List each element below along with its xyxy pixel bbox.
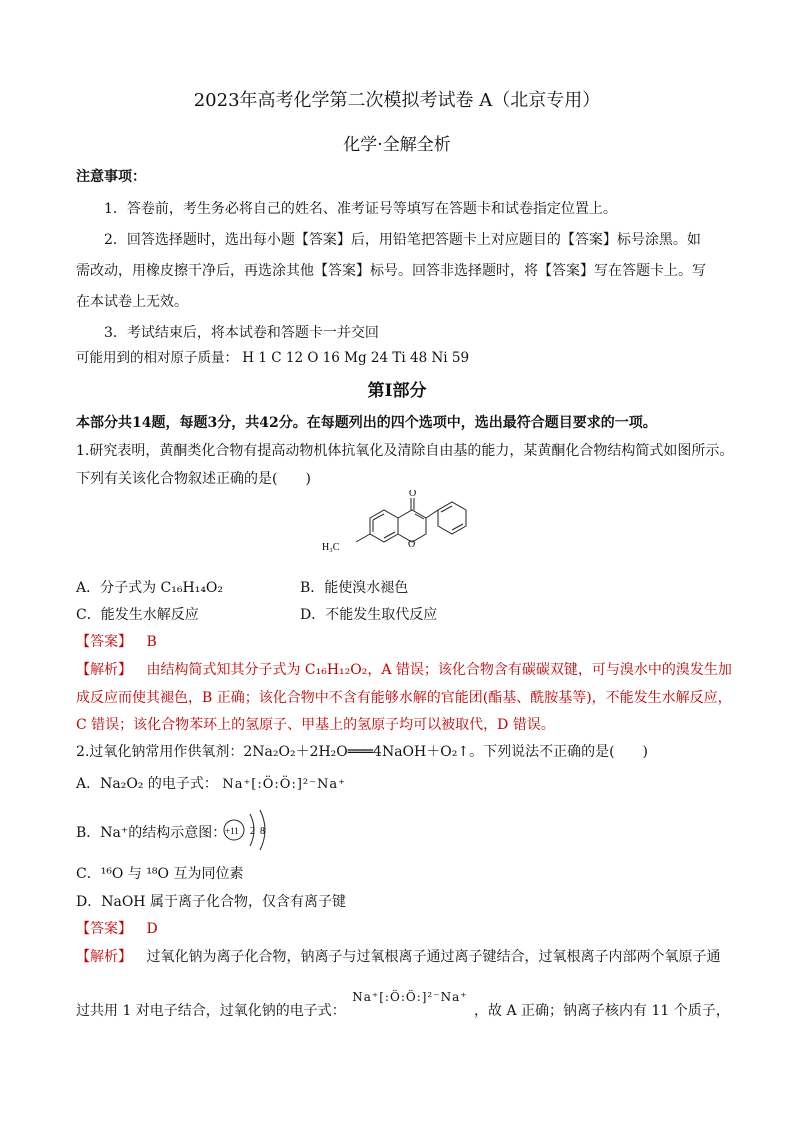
q1-stem-line-2: 下列有关该化合物叙述正确的是( ) bbox=[76, 471, 311, 487]
q1-analysis-text-1: 由结构简式知其分子式为 C₁₆H₁₂O₂，A 错误；该化合物含有碳碳双键，可与溴水中的溴发生加 bbox=[146, 662, 732, 678]
notice-item-2-line-2: 需改动，用橡皮擦干净后，再选涂其他【答案】标号。回答非选择题时，将【答案】写在答题卡上。写 bbox=[76, 263, 706, 279]
page-subtitle: 化学·全解全析 bbox=[343, 135, 451, 155]
page-title: 2023年高考化学第二次模拟考试卷 A（北京专用） bbox=[193, 90, 601, 111]
q2-option-a-prefix: A．Na₂O₂ 的电子式： bbox=[76, 776, 218, 792]
q2-analysis-text-2-pre: 过共用 1 对电子结合，过氧化钠的电子式： bbox=[76, 1003, 346, 1019]
notice-heading: 注意事项： bbox=[76, 169, 146, 185]
part-instruction: 本部分共14题，每题3分，共42分。在每题列出的四个选项中，选出最符合题目要求的一项。 bbox=[76, 415, 657, 431]
q1-answer-value: B bbox=[146, 634, 157, 650]
notice-item-3: 3．考试结束后，将本试卷和答题卡一并交回 bbox=[104, 325, 379, 341]
q1-stem-line-1: 1.研究表明，黄酮类化合物有提高动物机体抗氧化及清除自由基的能力，某黄酮化合物结构简式如图所示。 bbox=[76, 443, 734, 459]
atomic-masses: 可能用到的相对原子质量： H 1 C 12 O 16 Mg 24 Ti 48 Ni 59 bbox=[76, 350, 470, 366]
part-heading: 第Ⅰ部分 bbox=[367, 381, 427, 401]
peroxide-electron-formula: Na⁺[:Ö:Ö:]²⁻Na⁺ bbox=[222, 777, 346, 792]
q1-answer-row bbox=[76, 631, 157, 651]
q2-stem: 2.过氧化钠常用作供氧剂：2Na₂O₂＋2H₂O═══4NaOH＋O₂↑。下列说法不正确的是( ) bbox=[76, 744, 648, 760]
q1-option-d: D．不能发生取代反应 bbox=[300, 607, 438, 623]
ring-oxygen-label: O bbox=[408, 539, 416, 550]
q2-option-b-prefix: B．Na⁺的结构示意图： bbox=[76, 825, 227, 841]
q2-analysis-label: 【解析】 bbox=[76, 949, 132, 965]
q2-analysis-line-1 bbox=[76, 946, 720, 966]
q1-analysis-line-3: C 错误；该化合物苯环上的氢原子、甲基上的氢原子均可以被取代，D 错误。 bbox=[76, 717, 555, 733]
q2-option-c: C．¹⁶O 与 ¹⁸O 互为同位素 bbox=[76, 866, 244, 882]
sodium-ion-structure-diagram bbox=[220, 806, 280, 854]
notice-item-2-line-1: 2．回答选择题时，选出每小题【答案】后，用铅笔把答题卡上对应题目的【答案】标号涂黑。如 bbox=[104, 232, 701, 248]
q1-option-b: B．能使溴水褪色 bbox=[300, 580, 409, 596]
q2-analysis-text-2-post: ，故 A 正确；钠离子核内有 11 个质子， bbox=[474, 1003, 730, 1019]
q1-answer-label: 【答案】 bbox=[76, 634, 132, 650]
q1-option-a: A．分子式为 C₁₆H₁₄O₂ bbox=[76, 580, 224, 596]
peroxide-electron-formula-inline: Na⁺[:Ö:Ö:]²⁻Na⁺ bbox=[352, 990, 468, 1004]
q1-analysis-line-2: 成反应而使其褪色，B 正确；该化合物中不含有能够水解的官能团(酯基、酰胺基等)，不能发生水解反应， bbox=[76, 690, 732, 706]
q2-option-d: D．NaOH 属于离子化合物，仅含有离子键 bbox=[76, 894, 346, 910]
q1-option-c: C．能发生水解反应 bbox=[76, 607, 199, 623]
q2-answer-value: D bbox=[146, 921, 158, 937]
notice-item-2-line-3: 在本试卷上无效。 bbox=[76, 294, 188, 310]
carbonyl-oxygen-label: O bbox=[409, 490, 417, 499]
nucleus-charge: +11 bbox=[225, 826, 239, 836]
q1-analysis-label: 【解析】 bbox=[76, 662, 132, 678]
flavone-structure-diagram bbox=[318, 490, 488, 570]
q2-option-a bbox=[76, 773, 346, 793]
q2-analysis-line-2 bbox=[76, 990, 730, 1020]
q2-answer-label: 【答案】 bbox=[76, 921, 132, 937]
q1-analysis-line-1 bbox=[76, 659, 732, 679]
methyl-label: H₃C bbox=[322, 542, 340, 553]
q2-answer-row bbox=[76, 918, 158, 938]
shell-1-electrons: 2 bbox=[250, 826, 255, 837]
shell-2-electrons: 8 bbox=[260, 826, 265, 837]
notice-item-1: 1．答卷前，考生务必将自己的姓名、准考证号等填写在答题卡和试卷指定位置上。 bbox=[104, 201, 617, 217]
q2-analysis-text-1: 过氧化钠为离子化合物，钠离子与过氧根离子通过离子键结合，过氧根离子内部两个氧原子通 bbox=[146, 949, 721, 965]
